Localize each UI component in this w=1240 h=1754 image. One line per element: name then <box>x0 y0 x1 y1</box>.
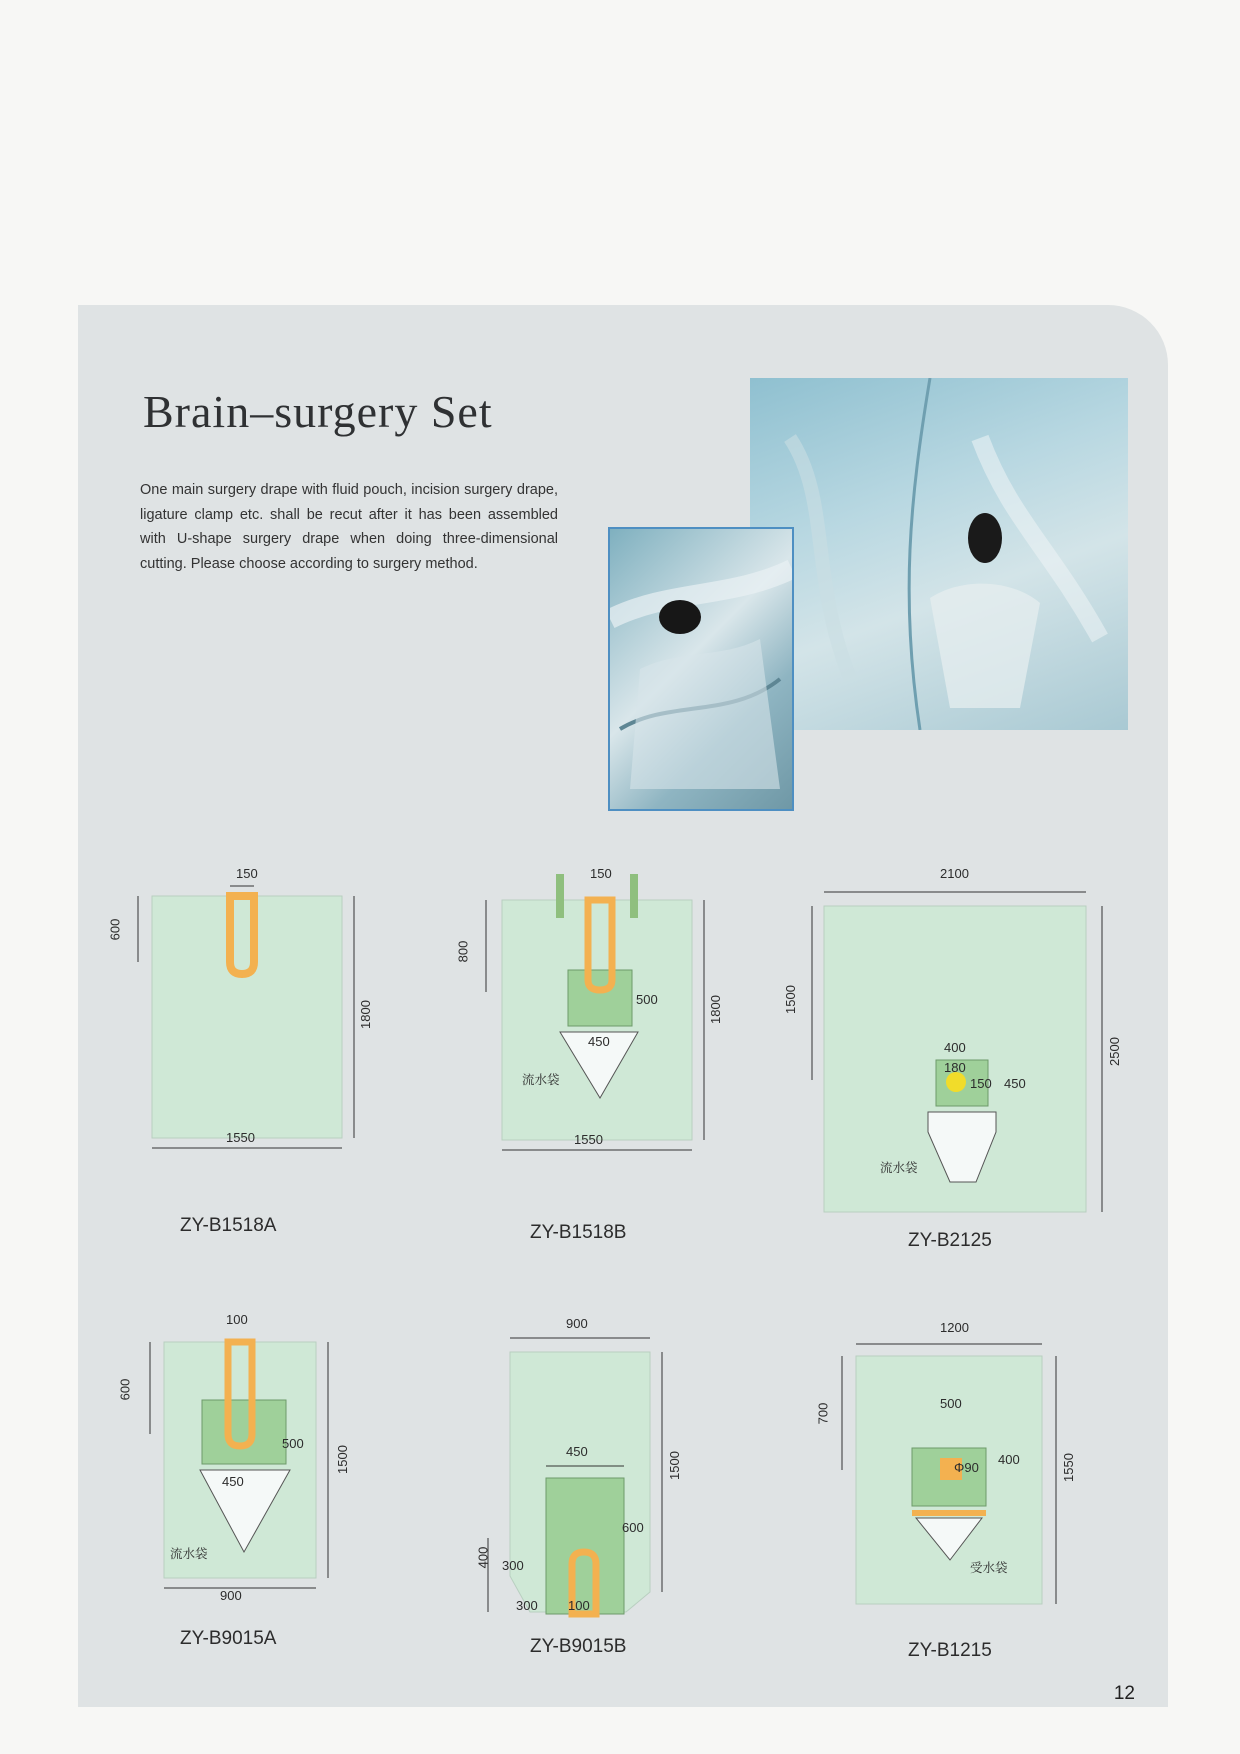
dim-film: 500 <box>940 1396 962 1411</box>
diagram-zy-b9015a <box>117 1308 358 1603</box>
dim-film: 450 <box>566 1444 588 1459</box>
model-label: ZY-B1518B <box>530 1222 627 1243</box>
dim-right: 1500 <box>334 1445 350 1474</box>
dim-bottom: 1550 <box>226 1130 255 1145</box>
model-label: ZY-B2125 <box>908 1230 992 1251</box>
dim-side: 1500 <box>782 985 798 1014</box>
model-label: ZY-B1518A <box>180 1215 277 1236</box>
diagram-zy-b9015b <box>460 1316 690 1634</box>
dim-film: 500 <box>282 1436 304 1451</box>
dim-top: 150 <box>236 866 258 881</box>
diagram-zy-b1215 <box>812 1320 1082 1620</box>
dim-pouch: 450 <box>222 1474 244 1489</box>
model-label: ZY-B9015B <box>530 1636 627 1657</box>
dim-side: 700 <box>815 1402 831 1425</box>
dim-side: 600 <box>107 918 123 941</box>
dim-hole: Φ90 <box>954 1460 979 1475</box>
model-label: ZY-B1215 <box>908 1640 992 1661</box>
dim-side: 600 <box>117 1378 133 1401</box>
pouch-label: 流水袋 <box>880 1160 918 1175</box>
dim-right: 1500 <box>666 1451 682 1480</box>
drape-closeup-photo <box>608 527 794 811</box>
dim-height: 450 <box>1004 1076 1026 1091</box>
model-label: ZY-B9015A <box>180 1628 277 1649</box>
page-number: 12 <box>1113 1683 1135 1704</box>
dim-film: 500 <box>636 992 658 1007</box>
dim-top: 900 <box>566 1316 588 1331</box>
dim-side: 400 <box>475 1546 491 1569</box>
dim-pouch: 450 <box>588 1034 610 1049</box>
dim-right: 2500 <box>1106 1037 1122 1066</box>
dim-gap: 150 <box>970 1076 992 1091</box>
dim-top: 150 <box>590 866 612 881</box>
pouch-label: 流水袋 <box>522 1072 560 1087</box>
dim-b2: 100 <box>568 1598 590 1613</box>
pouch-label: 受水袋 <box>970 1560 1008 1575</box>
surgery-drape-photo <box>750 378 1128 730</box>
dim-side: 800 <box>455 940 471 963</box>
pouch-label: 流水袋 <box>170 1546 208 1561</box>
dim-film: 400 <box>944 1040 966 1055</box>
dim-taper: 300 <box>502 1558 524 1573</box>
dim-bottom: 1550 <box>574 1132 603 1147</box>
dim-top: 100 <box>226 1312 248 1327</box>
dim-height: 400 <box>998 1452 1020 1467</box>
dim-top: 2100 <box>940 866 969 881</box>
dim-b1: 300 <box>516 1598 538 1613</box>
product-description: One main surgery drape with fluid pouch, incision surgery drape, ligature clamp etc. shall be recut after it has been assembled with U-shape surgery drape when doing three-dimensional cutting. Please choose according to surgery method. <box>140 482 558 572</box>
dim-right: 1800 <box>357 1000 373 1029</box>
dim-slot: 600 <box>622 1520 644 1535</box>
dim-right: 1550 <box>1060 1453 1076 1482</box>
dim-hole: 180 <box>944 1060 966 1075</box>
diagram-zy-b1518b <box>455 862 723 1162</box>
page-title: Brain–surgery Set <box>143 386 493 437</box>
dim-top: 1200 <box>940 1320 969 1335</box>
dim-bottom: 900 <box>220 1588 242 1603</box>
diagram-zy-b2125 <box>782 862 1130 1212</box>
diagram-zy-b1518a <box>107 862 373 1152</box>
dim-right: 1800 <box>707 995 723 1024</box>
